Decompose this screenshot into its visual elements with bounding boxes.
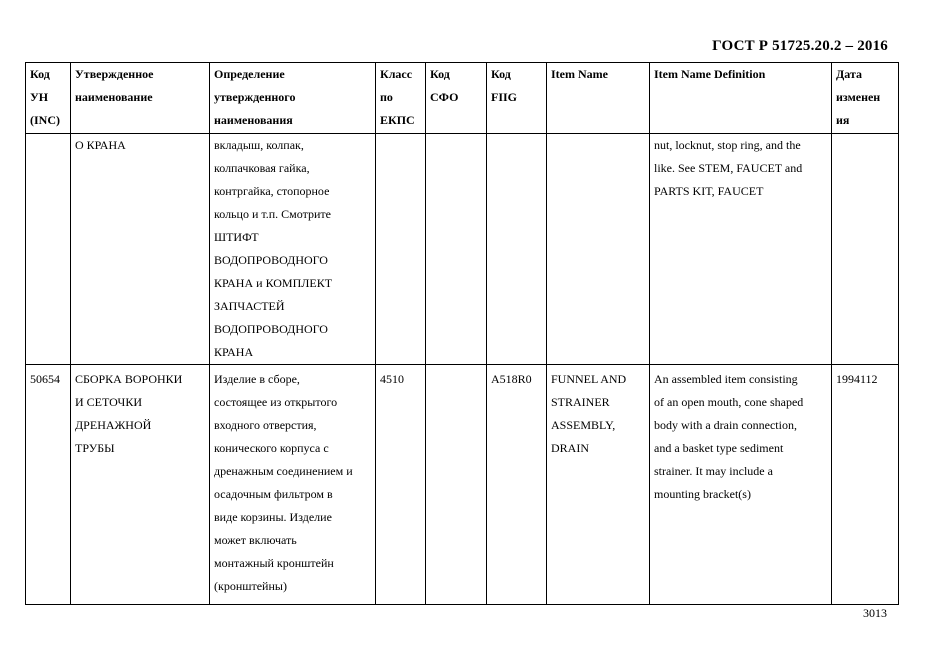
- column-header: [650, 63, 832, 134]
- table-row: [26, 365, 899, 605]
- column-header: [210, 63, 376, 134]
- cell-approved-name: [71, 134, 210, 365]
- cell-text-line: ЗАПЧАСТЕЙ: [214, 299, 285, 313]
- cell-text-line: КРАНА и КОМПЛЕКТ: [214, 276, 333, 290]
- cell-fiig-code: [487, 134, 547, 365]
- cell-change-date: [832, 134, 899, 365]
- cell-text-line: and a basket type sediment: [654, 441, 784, 455]
- cell-text-line: like. See STEM, FAUCET and: [654, 161, 803, 175]
- column-header-line: Item Name: [551, 67, 608, 81]
- cell-text-line: ТРУБЫ: [75, 441, 115, 455]
- cell-text-line: состоящее из открытого: [214, 395, 338, 409]
- cell-text-line: ДРЕНАЖНОЙ: [75, 418, 152, 432]
- cell-text-line: ВОДОПРОВОДНОГО: [214, 322, 328, 336]
- cell-definition: [210, 134, 376, 365]
- column-header-line: изменен: [836, 90, 881, 104]
- cell-text-line: колпачковая гайка,: [214, 161, 310, 175]
- classification-table: [25, 62, 899, 605]
- column-header-line: Код: [30, 67, 50, 81]
- column-header-line: Утвержденное: [75, 67, 154, 81]
- cell-code: 50654: [26, 365, 71, 605]
- standard-designation: ГОСТ Р 51725.20.2 – 2016: [712, 38, 888, 54]
- cell-text-line: PARTS KIT, FAUCET: [654, 184, 764, 198]
- column-header: [832, 63, 899, 134]
- cell-fiig-code: A518R0: [487, 365, 547, 605]
- cell-text-line: входного отверстия,: [214, 418, 317, 432]
- column-header-line: Дата: [836, 67, 862, 81]
- column-header-line: СФО: [430, 90, 459, 104]
- column-header-line: (INC): [30, 113, 60, 127]
- column-header-line: ЕКПС: [380, 113, 415, 127]
- cell-text-line: nut, locknut, stop ring, and the: [654, 138, 801, 152]
- cell-text-line: КРАНА: [214, 345, 254, 359]
- column-header-line: Код: [430, 67, 450, 81]
- cell-change-date: 1994112: [832, 365, 899, 605]
- cell-text-line: body with a drain connection,: [654, 418, 797, 432]
- page-number: 3013: [863, 606, 887, 620]
- cell-text-line: strainer. It may include a: [654, 464, 773, 478]
- column-header-line: по: [380, 90, 393, 104]
- cell-sfo-code: [426, 365, 487, 605]
- cell-text-line: ШТИФТ: [214, 230, 259, 244]
- table-header-row: [26, 63, 899, 134]
- cell-text-line: DRAIN: [551, 441, 589, 455]
- cell-text-line: может включать: [214, 533, 297, 547]
- column-header: [26, 63, 71, 134]
- column-header-line: ия: [836, 113, 850, 127]
- column-header: [547, 63, 650, 134]
- cell-sfo-code: [426, 134, 487, 365]
- cell-text-line: кольцо и т.п. Смотрите: [214, 207, 331, 221]
- cell-item-name-definition: [650, 134, 832, 365]
- column-header-line: наименование: [75, 90, 153, 104]
- cell-text-line: виде корзины. Изделие: [214, 510, 332, 524]
- cell-text-line: mounting bracket(s): [654, 487, 751, 501]
- table-row: [26, 134, 899, 365]
- cell-text-line: монтажный кронштейн: [214, 556, 334, 570]
- cell-text-line: И СЕТОЧКИ: [75, 395, 143, 409]
- column-header: [487, 63, 547, 134]
- cell-text-line: (кронштейны): [214, 579, 287, 593]
- column-header-line: FIIG: [491, 90, 518, 104]
- column-header-line: Item Name Definition: [654, 67, 766, 81]
- column-header-line: Код: [491, 67, 511, 81]
- cell-class: [376, 134, 426, 365]
- column-header: [426, 63, 487, 134]
- cell-text-line: СБОРКА ВОРОНКИ: [75, 372, 183, 386]
- cell-text-line: О КРАНА: [75, 138, 126, 152]
- cell-class: 4510: [376, 365, 426, 605]
- cell-text-line: ASSEMBLY,: [551, 418, 616, 432]
- cell-text-line: осадочным фильтром в: [214, 487, 333, 501]
- cell-item-name-definition: [650, 365, 832, 605]
- column-header-line: Определение: [214, 67, 285, 81]
- cell-item-name: [547, 134, 650, 365]
- cell-code: [26, 134, 71, 365]
- cell-item-name: [547, 365, 650, 605]
- cell-text-line: контргайка, стопорное: [214, 184, 330, 198]
- cell-definition: [210, 365, 376, 605]
- cell-text-line: дренажным соединением и: [214, 464, 353, 478]
- cell-text-line: ВОДОПРОВОДНОГО: [214, 253, 328, 267]
- column-header-line: УН: [30, 90, 49, 104]
- cell-approved-name: [71, 365, 210, 605]
- column-header-line: наименования: [214, 113, 293, 127]
- column-header: [376, 63, 426, 134]
- cell-text-line: STRAINER: [551, 395, 610, 409]
- cell-text-line: An assembled item consisting: [654, 372, 798, 386]
- cell-text-line: Изделие в сборе,: [214, 372, 300, 386]
- cell-text-line: вкладыш, колпак,: [214, 138, 304, 152]
- column-header-line: Класс: [380, 67, 413, 81]
- column-header: [71, 63, 210, 134]
- cell-text-line: конического корпуса с: [214, 441, 329, 455]
- cell-text-line: FUNNEL AND: [551, 372, 627, 386]
- column-header-line: утвержденного: [214, 90, 296, 104]
- cell-text-line: of an open mouth, cone shaped: [654, 395, 804, 409]
